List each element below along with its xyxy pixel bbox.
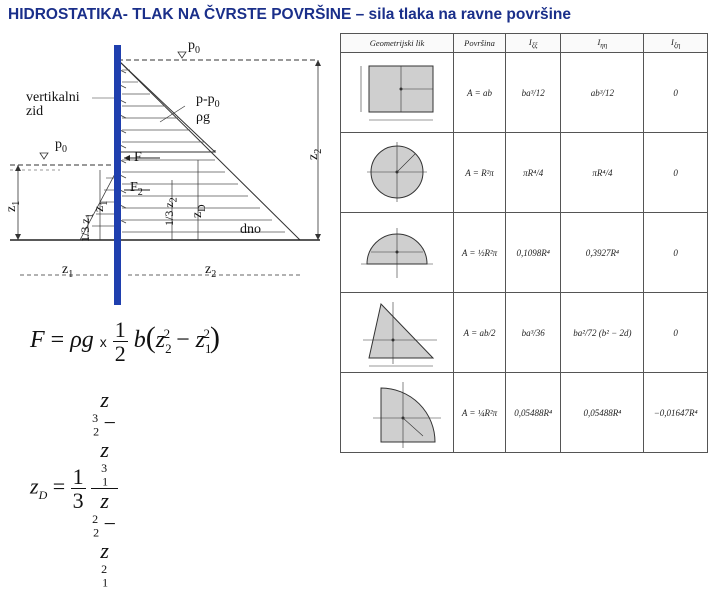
table-row [341,213,708,293]
header-shape: Geometrijski lik [341,34,454,53]
z1-mid-label: $z_1$ [92,200,110,212]
area-cell: A = ½R²π [454,213,506,293]
formula-force: F = ρg x $\frac{1}{2}$ $b(z_2^2 - z_1^2)$ [30,317,220,367]
ixx-cell: πR⁴/4 [506,133,561,213]
times-sign: x [99,334,107,351]
quarter-circle-shape-icon [341,374,453,451]
hydrostatic-diagram [0,30,340,330]
shape-circle-cell [341,133,454,213]
z1-left-label: $z_1$ [4,200,22,212]
semicircle-shape-icon [341,214,453,291]
formula-zD: $z_D$ = $\frac{1}{3}$ z $_2^3$ − z $_1^3$ z $_2^2$ − z $_1^2$ [30,387,117,590]
dno-label: dno [240,222,261,237]
shape-triangle-cell [341,293,454,373]
p0-left-label: $p_0$ [55,137,67,155]
iyy-cell: ba²/72 (b² − 2d) [561,293,644,373]
circle-shape-icon [341,134,453,211]
ixy-cell: 0 [644,213,708,293]
shape-rectangle-cell [341,53,454,133]
area-cell: A = ¼R²π [454,373,506,453]
p0-top-label: $p_0$ [188,38,200,56]
header-area: Površina [454,34,506,53]
vertical-wall [114,45,121,305]
ixx-cell: ba³/36 [506,293,561,373]
table-row [341,53,708,133]
area-cell: A = ab [454,53,506,133]
area-cell: A = R²π [454,133,506,213]
pressure-label-bottom: ρg [196,110,210,125]
header-iyy: $I_{\eta\eta}$ [561,34,644,53]
force-F-label: F [134,150,142,165]
triangle-shape-icon [341,294,453,371]
force-F2-label: $F_2$ [130,180,143,198]
pressure-triangle-large [118,60,300,240]
zD-label: $z_D$ [190,204,208,218]
z1-bottom-label: $z_1$ [62,262,74,280]
ixx-cell: 0,05488R⁴ [506,373,561,453]
ixy-cell: 0 [644,53,708,133]
shape-semicircle-cell [341,213,454,293]
table-row [341,293,708,373]
iyy-cell: ab³/12 [561,53,644,133]
p0-marker-top [178,52,186,58]
ixy-cell: 0 [644,293,708,373]
pressure-label-top: $p-p_0$ [196,92,220,110]
rectangle-shape-icon [341,54,453,131]
iyy-cell: πR⁴/4 [561,133,644,213]
ixx-cell: ba³/12 [506,53,561,133]
header-ixy: $I_{\xi\eta}$ [644,34,708,53]
inertia-table [340,33,708,453]
wall-label-line1: vertikalni [26,90,80,105]
ixy-cell: 0 [644,133,708,213]
area-cell: A = ab/2 [454,293,506,373]
table-row [341,133,708,213]
table-header-row [341,34,708,53]
wall-label-line2: zid [26,104,44,119]
slide-title: HIDROSTATIKA- TLAK NA ČVRSTE POVRŠINE – sila tlaka na ravne površine [8,6,571,23]
ixx-cell: 0,1098R⁴ [506,213,561,293]
third-z2-label: 1/3 $z_2$ [162,197,180,226]
table-row [341,373,708,453]
iyy-cell: 0,05488R⁴ [561,373,644,453]
z2-bottom-label: $z_2$ [205,262,217,280]
ixy-cell: −0,01647R⁴ [644,373,708,453]
iyy-cell: 0,3927R⁴ [561,213,644,293]
header-ixx: $I_{\xi\xi}$ [506,34,561,53]
z2-right-label: $z_2$ [306,148,324,160]
third-z1-label: 1/3 $z_1$ [78,213,96,242]
p0-marker-left [40,153,48,159]
shape-quarter-circle-cell [341,373,454,453]
